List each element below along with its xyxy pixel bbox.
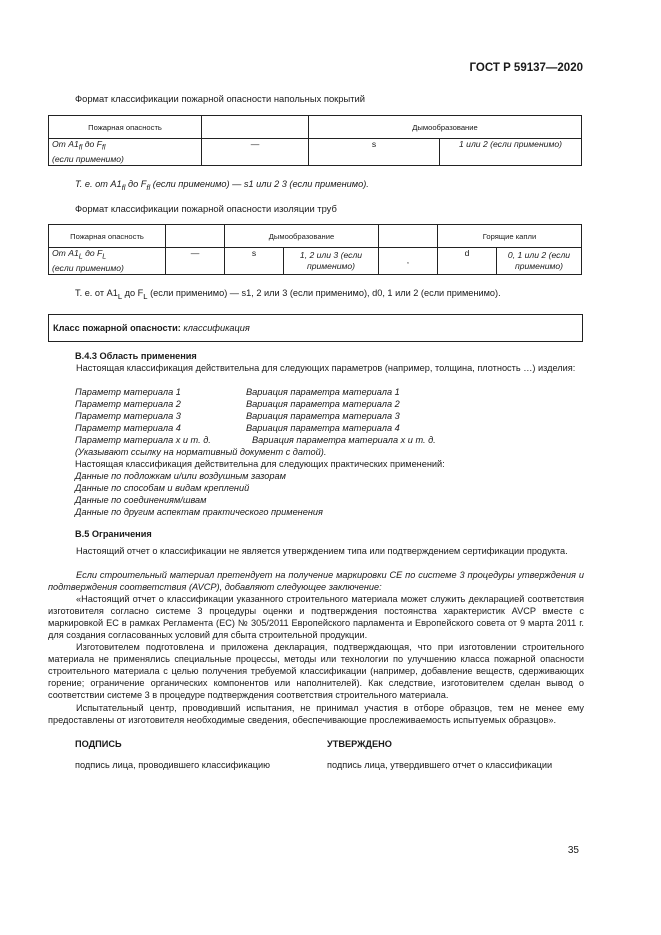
application-item: Данные по подложкам и/или воздушным зазорам <box>75 471 286 481</box>
param-variation: Вариация параметра материала 1 <box>246 387 400 397</box>
cell-smoke-value: 1 или 2 (если применимо) <box>440 139 582 166</box>
application-item: Данные по соединениям/швам <box>75 495 207 505</box>
header-hazard: Пожарная опасность <box>49 225 166 248</box>
header-drops: Горящие капли <box>438 225 582 248</box>
cell-dash: — <box>166 248 225 275</box>
section-b5-p1: Настоящий отчет о классификации не является утверждением типа или подтверждением сертификации продукта. <box>76 546 568 556</box>
param-name: Параметр материала 3 <box>75 411 181 421</box>
cell-smoke-s: s <box>225 248 284 275</box>
floor-classification-table <box>48 115 582 166</box>
cell-smoke-value: 1, 2 или 3 (если применимо) <box>284 248 379 275</box>
table1-note: Т. е. от $A1_{fl}$ до $F_{fl}$ (если применимо) — s1 или 2 3 (если применимо). <box>75 179 369 192</box>
approved-title: УТВЕРЖДЕНО <box>327 739 392 749</box>
table2-note: Т. е. от $A1_L$ до $F_L$ (если применимо) — s1, 2 или 3 (если применимо), d0, 1 или 2 (если применимо). <box>75 288 501 301</box>
param-name: Параметр материала 1 <box>75 387 181 397</box>
section-b5-p4: Изготовителем подготовлена и приложена декларация, подтверждающая, что при изготовлении строительного материала не применялись специальные процессы, методы или технологии по улучшению класса пожарной опасности строительного материала с целью получения требуемой классификации (например, добавление веществ, сдерживающих горение; ограничение органических компонентов или наполнителей). Как следствие, изготовителем сделан вывод о соответствии системе 3 в процедуре подтверждения соответствия строительного материала. <box>48 642 584 700</box>
fire-class-value: классификация <box>180 323 250 333</box>
cell-hazard-range: От $A1_{fl}$ до $F_{fl}$ (если применимо) <box>49 139 202 166</box>
param-name: Параметр материала 2 <box>75 399 181 409</box>
cell-drops-d: d <box>438 248 497 275</box>
section-b5-title: В.5 Ограничения <box>75 529 152 539</box>
section-b5-p3: «Настоящий отчет о классификации указанного строительного материала может служить декларацией соответствия изготовителя согласно системе 3 процедуры оценки и подтверждения постоянства характеристик AVCP вместе с маркировкой ЕС в рамках Регламента (ЕС) № 305/2011 Европейского парламента и Европейского совета от 9 марта 2011 г. для создания согласованных условий для сбыта строительной продукции. <box>48 594 584 640</box>
section-b43-title: В.4.3 Область применения <box>75 351 197 361</box>
section-b43-intro: Настоящая классификация действительна для следующих параметров (например, толщина, плотность …) изделия: <box>76 363 576 373</box>
application-item: Данные по другим аспектам практического применения <box>75 507 323 517</box>
param-variation: Вариация параметра материала 2 <box>246 399 400 409</box>
document-code: ГОСТ Р 59137—2020 <box>469 62 583 74</box>
signature-title: ПОДПИСЬ <box>75 739 122 749</box>
cell-hazard-range: От $A1_L$ до $F_L$ (если применимо) <box>49 248 166 275</box>
section-b5-p2: Если строительный материал претендует на получение маркировки СЕ по системе 3 процедуры утверждения и подтверждения соответствия (AVCP), добавляют следующее заключение: <box>48 570 584 592</box>
section-b5-p5: Испытательный центр, проводивший испытания, не принимал участия в отборе образцов, тем не менее ему предоставлены от изготовителя необходимые сведения, обеспечивающие прослеживаемость испытуемых образцов». <box>48 703 584 725</box>
approved-text: подпись лица, утвердившего отчет о классификации <box>327 760 553 770</box>
fire-class-label: Класс пожарной опасности: <box>53 323 181 333</box>
cell-smoke-s: s <box>309 139 440 166</box>
table1-caption: Формат классификации пожарной опасности напольных покрытий <box>75 93 366 104</box>
cell-dash: — <box>202 139 309 166</box>
page-number: 35 <box>567 845 579 856</box>
param-name: Параметр материала 4 <box>75 423 181 433</box>
param-name: Параметр материала x и т. д. <box>75 435 211 445</box>
cell-comma: , <box>379 248 438 275</box>
param-variation: Вариация параметра материала x и т. д. <box>252 435 436 445</box>
fire-class-box <box>48 314 583 342</box>
header-smoke: Дымообразование <box>309 116 582 139</box>
table2-caption: Формат классификации пожарной опасности изоляции труб <box>75 203 337 214</box>
cell-drops-value: 0, 1 или 2 (если применимо) <box>497 248 582 275</box>
application-item: Данные по способам и видам креплений <box>75 483 250 493</box>
standard-reference: (Указывают ссылку на нормативный документ с датой). <box>75 447 327 457</box>
header-hazard: Пожарная опасность <box>49 116 202 139</box>
pipe-insulation-classification-table <box>48 224 582 275</box>
param-variation: Вариация параметра материала 4 <box>246 423 400 433</box>
applications-intro: Настоящая классификация действительна для следующих практических применений: <box>75 459 445 469</box>
header-smoke: Дымообразование <box>225 225 379 248</box>
param-variation: Вариация параметра материала 3 <box>246 411 400 421</box>
signature-text: подпись лица, проводившего классификацию <box>75 760 271 770</box>
